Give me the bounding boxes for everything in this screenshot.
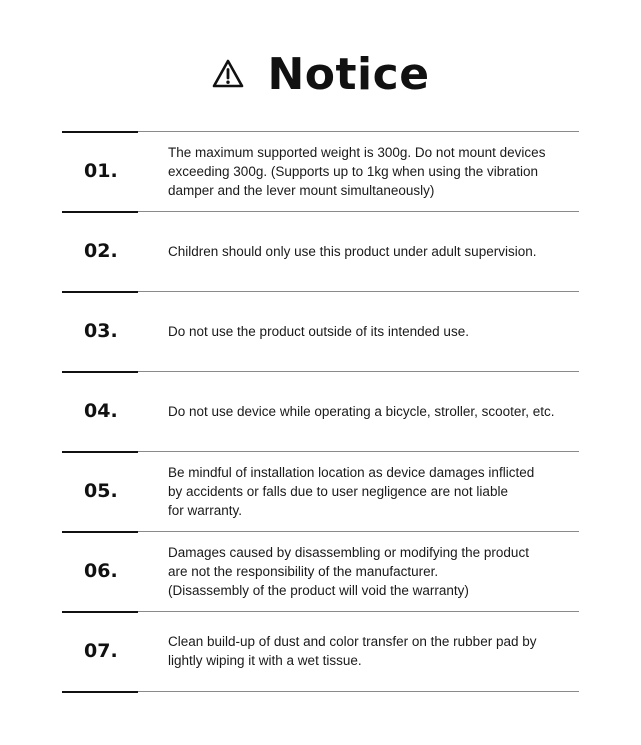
- notice-item-05: [62, 451, 579, 531]
- item-text: Do not use the product outside of its intended use.: [168, 323, 469, 339]
- item-text: Do not use device while operating a bicycle, stroller, scooter, etc.: [168, 403, 555, 419]
- item-text: Be mindful of installation location as device damages inflicted by accidents or falls due to user negligence are not liable for warranty.: [168, 464, 535, 518]
- warning-triangle-icon: [211, 57, 245, 91]
- notice-list: [62, 131, 579, 693]
- item-number: 04.: [84, 400, 118, 422]
- item-text: The maximum supported weight is 300g. Do not mount devices exceeding 300g. (Supports up to 1kg when using the vibration damper and the lever mount simultaneously): [168, 144, 546, 198]
- notice-item-04: [62, 371, 579, 451]
- notice-item-06: [62, 531, 579, 611]
- item-number: 07.: [84, 640, 118, 662]
- item-number: 02.: [84, 240, 118, 262]
- notice-item-02: [62, 211, 579, 291]
- notice-item-01: [62, 131, 579, 211]
- notice-item-03: [62, 291, 579, 371]
- divider: [62, 691, 579, 693]
- page-title: Notice: [267, 48, 430, 100]
- notice-header: [0, 42, 641, 106]
- item-number: 06.: [84, 560, 118, 582]
- item-number: 01.: [84, 160, 118, 182]
- item-text: Children should only use this product under adult supervision.: [168, 243, 537, 259]
- item-text: Damages caused by disassembling or modifying the product are not the responsibility of the manufacturer. (Disassembly of the product will void the warranty): [168, 544, 529, 598]
- item-number: 05.: [84, 480, 118, 502]
- notice-item-07: [62, 611, 579, 691]
- item-text: Clean build-up of dust and color transfer on the rubber pad by lightly wiping it with a wet tissue.: [168, 634, 537, 668]
- item-number: 03.: [84, 320, 118, 342]
